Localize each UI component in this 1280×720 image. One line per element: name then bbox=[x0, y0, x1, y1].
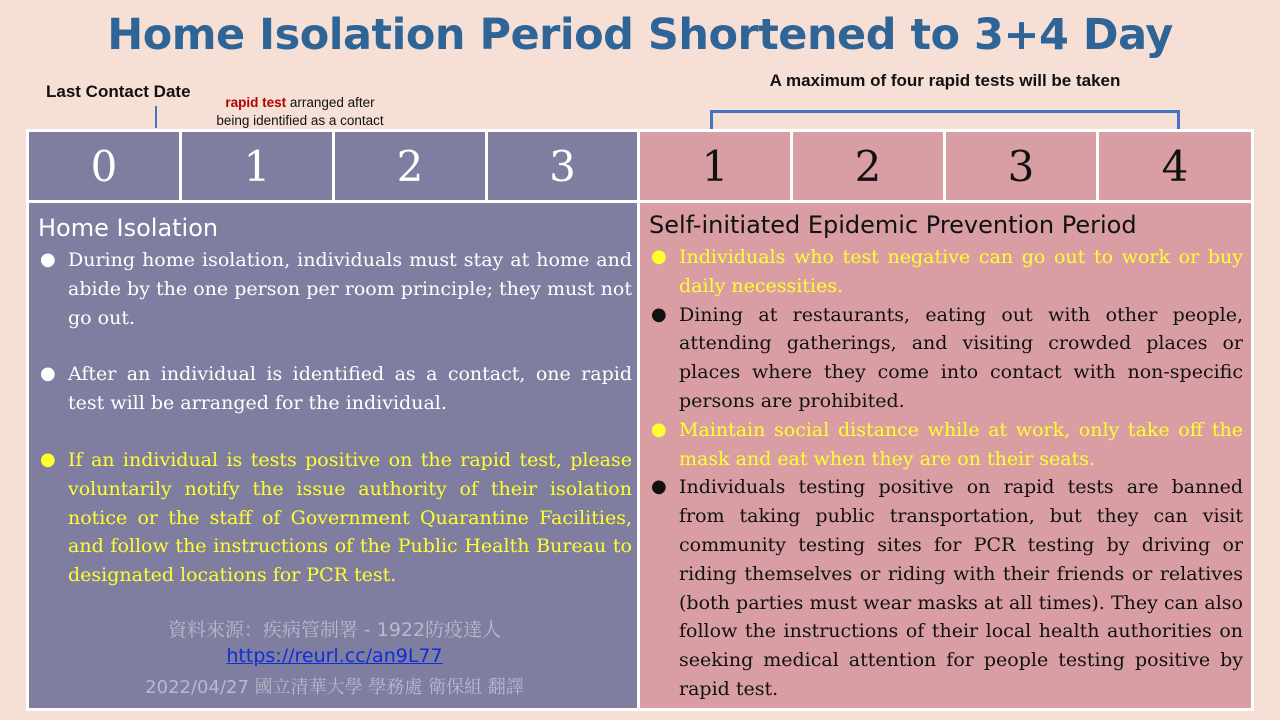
rapid-test-note-line1: arranged after bbox=[286, 95, 375, 110]
home-isolation-list bbox=[38, 246, 632, 618]
list-item bbox=[649, 416, 1243, 474]
list-item-text: Dining at restaurants, eating out with other people, attending gatherings, and visiting crowded places or places where they come into contact with non-specific persons are prohibited. bbox=[679, 303, 1243, 412]
list-item-text: Individuals who test negative can go out to work or buy daily necessities. bbox=[679, 246, 1243, 297]
bullet-icon: ● bbox=[40, 249, 56, 270]
list-item bbox=[649, 243, 1243, 301]
day-cell-isolation-1: 1 bbox=[182, 132, 335, 203]
day-cell-isolation-3: 3 bbox=[488, 132, 640, 203]
prevention-period-list bbox=[649, 243, 1243, 704]
source-credit: 資料來源：疾病管制署 - 1922防疫達人 bbox=[167, 619, 502, 641]
page-title: Home Isolation Period Shortened to 3+4 Day bbox=[107, 10, 1173, 60]
max-tests-label: A maximum of four rapid tests will be taken bbox=[769, 71, 1121, 90]
bullet-icon: ● bbox=[651, 246, 667, 267]
day-cell-prevention-3: 3 bbox=[946, 132, 1099, 203]
bullet-icon: ● bbox=[40, 363, 56, 385]
max-tests-bracket bbox=[710, 110, 1180, 130]
home-isolation-panel bbox=[29, 203, 640, 708]
prevention-period-heading: Self-initiated Epidemic Prevention Period bbox=[649, 211, 1137, 239]
day-cell-prevention-2: 2 bbox=[793, 132, 946, 203]
list-item-text: During home isolation, individuals must stay at home and abide by the one person per room principle; they must not go out. bbox=[68, 249, 632, 329]
timeline-table bbox=[26, 129, 1254, 711]
bullet-icon: ● bbox=[651, 476, 667, 498]
day-cell-isolation-2: 2 bbox=[335, 132, 488, 203]
list-item bbox=[38, 360, 632, 418]
list-item-text: If an individual is tests positive on the rapid test, please voluntarily notify the issue authority of their isolation notice or the staff of Government Quarantine Facilities, and follow the instructions of the Public Health Bureau to designated locations for PCR test. bbox=[68, 448, 632, 587]
rapid-test-highlight: rapid test bbox=[225, 95, 287, 110]
list-item-text: Maintain social distance while at work, only take off the mask and eat when they are on their seats. bbox=[679, 418, 1243, 470]
bullet-icon: ● bbox=[651, 303, 667, 325]
last-contact-label: Last Contact Date bbox=[46, 82, 191, 101]
list-item bbox=[38, 246, 632, 332]
list-item bbox=[38, 446, 632, 590]
list-item bbox=[649, 301, 1243, 416]
list-item-text: Individuals testing positive on rapid tests are banned from taking public transportation, but they can visit community testing sites for PCR testing by driving or riding themselves or riding with their friends or relatives (both parties must wear masks at all times). They can also follow the instructions of their local health authorities on seeking medical attention for people testing positive by rapid test. bbox=[679, 476, 1243, 700]
home-isolation-heading: Home Isolation bbox=[38, 214, 219, 242]
rapid-test-note bbox=[190, 94, 410, 130]
list-item-text: After an individual is identified as a contact, one rapid test will be arranged for the individual. bbox=[68, 363, 632, 415]
translator-credit: 2022/04/27 國立清華大學 學務處 衛保組 翻譯 bbox=[145, 677, 524, 698]
list-item bbox=[649, 473, 1243, 703]
day-cell-prevention-1: 1 bbox=[640, 132, 793, 203]
prevention-period-panel bbox=[640, 203, 1251, 708]
bullet-icon: ● bbox=[651, 418, 667, 440]
day-cell-prevention-4: 4 bbox=[1099, 132, 1251, 203]
last-contact-tick bbox=[155, 106, 157, 128]
source-link[interactable]: https://reurl.cc/an9L77 bbox=[226, 645, 443, 667]
source-link-line bbox=[29, 645, 640, 667]
day-cell-isolation-0: 0 bbox=[29, 132, 182, 203]
bullet-icon: ● bbox=[40, 448, 56, 470]
rapid-test-note-line2: being identified as a contact bbox=[216, 113, 384, 128]
